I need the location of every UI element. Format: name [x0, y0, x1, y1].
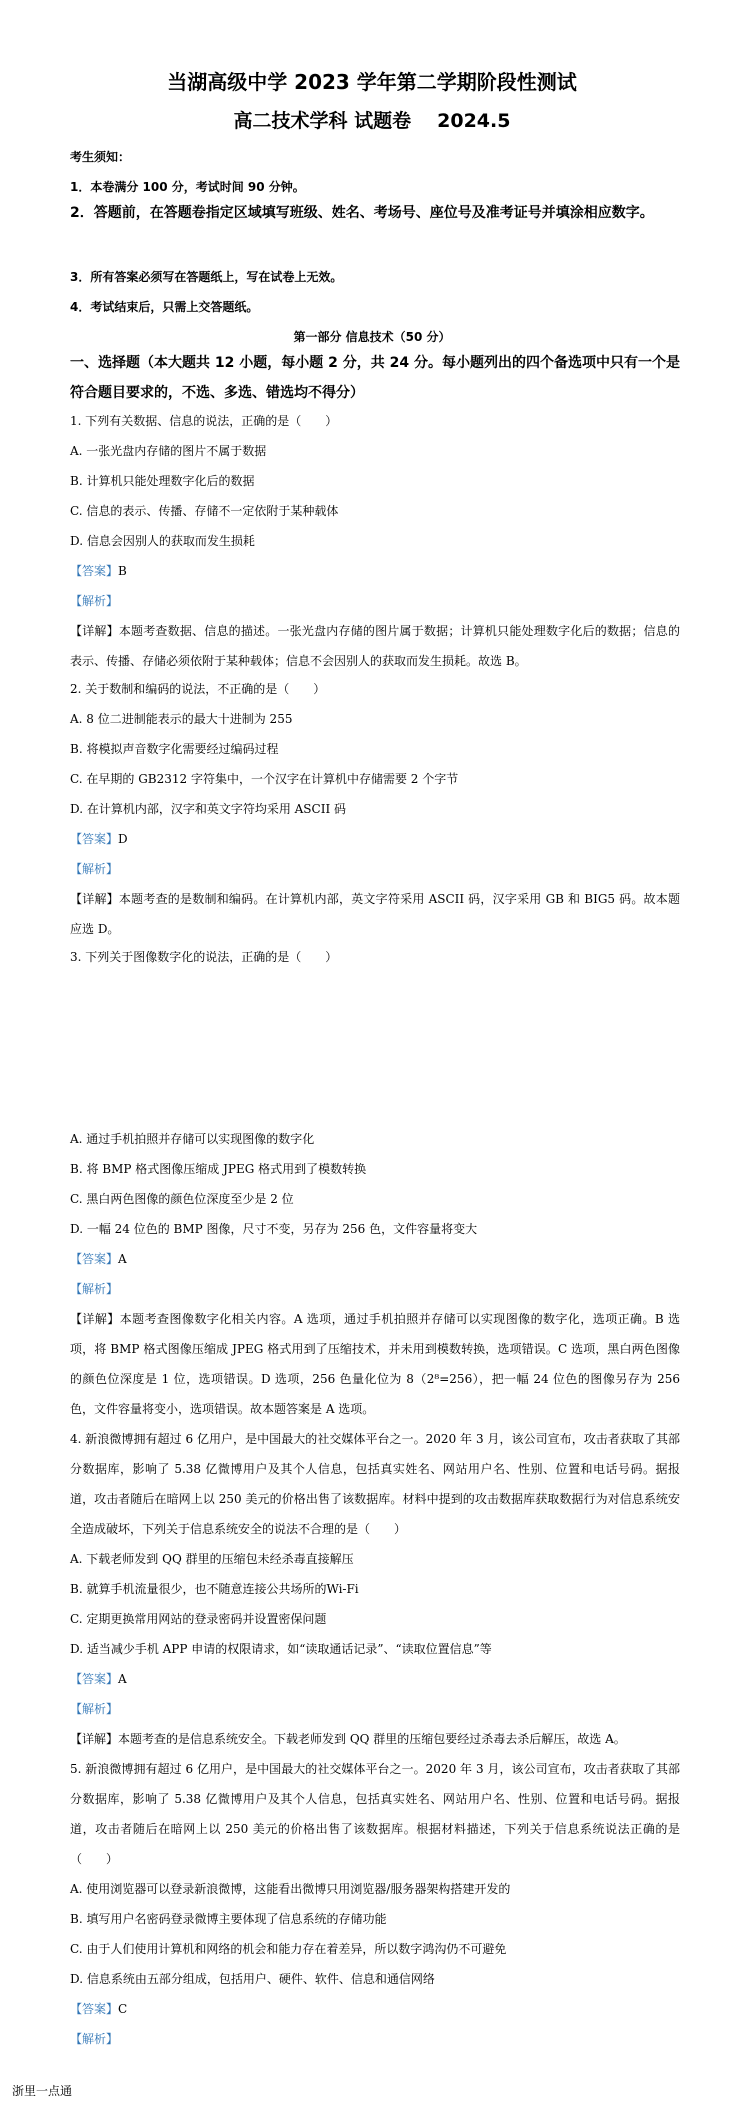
question-option: D. 在计算机内部，汉字和英文字符均采用 ASCII 码 — [70, 802, 347, 816]
answer-detail: 【详解】本题考查的是信息系统安全。下载老师发到 QQ 群里的压缩包要经过杀毒去杀后解压，故选 A。 — [70, 1732, 626, 1746]
question-option: C. 定期更换常用网站的登录密码并设置密保问题 — [70, 1612, 327, 1626]
answer-label: 【答案】 — [70, 2002, 119, 2016]
answer-label: 【答案】 — [70, 1672, 119, 1686]
question-stem: 4. 新浪微博拥有超过 6 亿用户，是中国最大的社交媒体平台之一。2020 年 3 月，该公司宣布，攻击者获取了其部分数据库，影响了 5.38 亿微博用户及其个人信息，包括真实姓名、网站用户名、性别、位置和电话号码。据报道，攻击者随后在暗网上以 250 美元的价格出售了该数据库。材料中提到的攻击数据库获取数据行为对信息系统安全造成破坏，下列关于信息系统安全的说法不合理的是（ ） — [70, 1432, 680, 1536]
notice-item: 4．考试结束后，只需上交答题纸。 — [70, 300, 259, 314]
analysis-label: 【解析】 — [70, 594, 119, 608]
answer-line — [70, 2000, 678, 2018]
question-option: D. 适当减少手机 APP 申请的权限请求，如“读取通话记录”、“读取位置信息”等 — [70, 1642, 492, 1656]
question-option: B. 就算手机流量很少，也不随意连接公共场所的Wi-Fi — [70, 1582, 359, 1596]
answer-detail: 【详解】本题考查的是数制和编码。在计算机内部，英文字符采用 ASCII 码，汉字采用 GB 和 BIG5 码。故本题应选 D。 — [70, 892, 680, 936]
question-option: C. 黑白两色图像的颜色位深度至少是 2 位 — [70, 1192, 294, 1206]
question-option: A. 使用浏览器可以登录新浪微博，这能看出微博只用浏览器/服务器架构搭建开发的 — [70, 1882, 511, 1896]
question-option: C. 信息的表示、传播、存储不一定依附于某种载体 — [70, 504, 339, 518]
answer-label: 【答案】 — [70, 1252, 119, 1266]
subject-title: 高二技术学科 试题卷 — [233, 110, 412, 132]
question-option: C. 由于人们使用计算机和网络的机会和能力存在着差异，所以数字鸿沟仍不可避免 — [70, 1942, 507, 1956]
answer-line — [70, 1670, 678, 1688]
analysis-label: 【解析】 — [70, 2032, 119, 2046]
analysis-label: 【解析】 — [70, 1702, 119, 1716]
part-title: 第一部分 信息技术（50 分） — [293, 330, 451, 344]
question-stem: 2. 关于数制和编码的说法，不正确的是（ ） — [70, 682, 326, 696]
section-title: 一、选择题（本大题共 12 小题，每小题 2 分，共 24 分。每小题列出的四个备选项中只有一个是符合题目要求的，不选、多选、错选均不得分） — [70, 355, 680, 401]
answer-detail: 【详解】本题考查图像数字化相关内容。A 选项，通过手机拍照并存储可以实现图像的数字化，选项正确。B 选项，将 BMP 格式图像压缩成 JPEG 格式用到了压缩技术，并未用到模数转换，选项错误。C 选项，黑白两色图像的颜色位深度是 1 位，选项错误。D 选项，256 色量化位为 8（2⁸=256），把一幅 24 位色的图像另存为 256 色，文件容量将变小，选项错误。故本题答案是 A 选项。 — [70, 1312, 680, 1416]
question-option: A. 下载老师发到 QQ 群里的压缩包未经杀毒直接解压 — [70, 1552, 354, 1566]
analysis-label: 【解析】 — [70, 1282, 119, 1296]
footer-watermark: 浙里一点通 — [12, 2084, 73, 2098]
answer-line — [70, 830, 678, 848]
question-stem: 1. 下列有关数据、信息的说法，正确的是（ ） — [70, 414, 338, 428]
notice-item: 1．本卷满分 100 分，考试时间 90 分钟。 — [70, 180, 305, 194]
question-stem: 3. 下列关于图像数字化的说法，正确的是（ ） — [70, 950, 338, 964]
question-option: B. 计算机只能处理数字化后的数据 — [70, 474, 255, 488]
question-option: B. 填写用户名密码登录微博主要体现了信息系统的存储功能 — [70, 1912, 387, 1926]
answer-line — [70, 1250, 678, 1268]
question-figure-blank — [70, 1000, 670, 1110]
question-option: A. 一张光盘内存储的图片不属于数据 — [70, 444, 267, 458]
question-option: A. 8 位二进制能表示的最大十进制为 255 — [70, 712, 293, 726]
answer-line — [70, 562, 678, 580]
question-option: A. 通过手机拍照并存储可以实现图像的数字化 — [70, 1132, 315, 1146]
answer-label: 【答案】 — [70, 564, 119, 578]
answer-value: C — [118, 2002, 128, 2016]
answer-value: A — [118, 1252, 127, 1266]
answer-detail: 【详解】本题考查数据、信息的描述。一张光盘内存储的图片属于数据；计算机只能处理数字化后的数据；信息的表示、传播、存储必须依附于某种载体；信息不会因别人的获取而发生损耗。故选 B。 — [70, 624, 680, 668]
analysis-label: 【解析】 — [70, 862, 119, 876]
exam-subtitle — [0, 106, 744, 133]
question-option: D. 一幅 24 位色的 BMP 图像，尺寸不变，另存为 256 色，文件容量将变大 — [70, 1222, 478, 1236]
answer-value: A — [118, 1672, 127, 1686]
question-option: B. 将模拟声音数字化需要经过编码过程 — [70, 742, 279, 756]
notice-heading: 考生须知： — [70, 150, 131, 164]
answer-label: 【答案】 — [70, 832, 119, 846]
exam-title: 当湖高级中学 2023 学年第二学期阶段性测试 — [167, 70, 577, 94]
answer-value: B — [118, 564, 127, 578]
answer-value: D — [118, 832, 128, 846]
notice-item: 2．答题前，在答题卷指定区域填写班级、姓名、考场号、座位号及准考证号并填涂相应数字。 — [70, 205, 654, 221]
question-option: D. 信息系统由五部分组成，包括用户、硬件、软件、信息和通信网络 — [70, 1972, 435, 1986]
question-option: D. 信息会因别人的获取而发生损耗 — [70, 534, 255, 548]
exam-date: 2024.5 — [437, 110, 511, 132]
notice-item: 3．所有答案必须写在答题纸上，写在试卷上无效。 — [70, 270, 343, 284]
question-option: B. 将 BMP 格式图像压缩成 JPEG 格式用到了模数转换 — [70, 1162, 367, 1176]
question-option: C. 在早期的 GB2312 字符集中，一个汉字在计算机中存储需要 2 个字节 — [70, 772, 459, 786]
question-stem: 5. 新浪微博拥有超过 6 亿用户，是中国最大的社交媒体平台之一。2020 年 3 月，该公司宣布，攻击者获取了其部分数据库，影响了 5.38 亿微博用户及其个人信息，包括真实姓名、网站用户名、性别、位置和电话号码。据报道，攻击者随后在暗网上以 250 美元的价格出售了该数据库。根据材料描述，下列关于信息系统说法正确的是（ ） — [70, 1762, 680, 1866]
